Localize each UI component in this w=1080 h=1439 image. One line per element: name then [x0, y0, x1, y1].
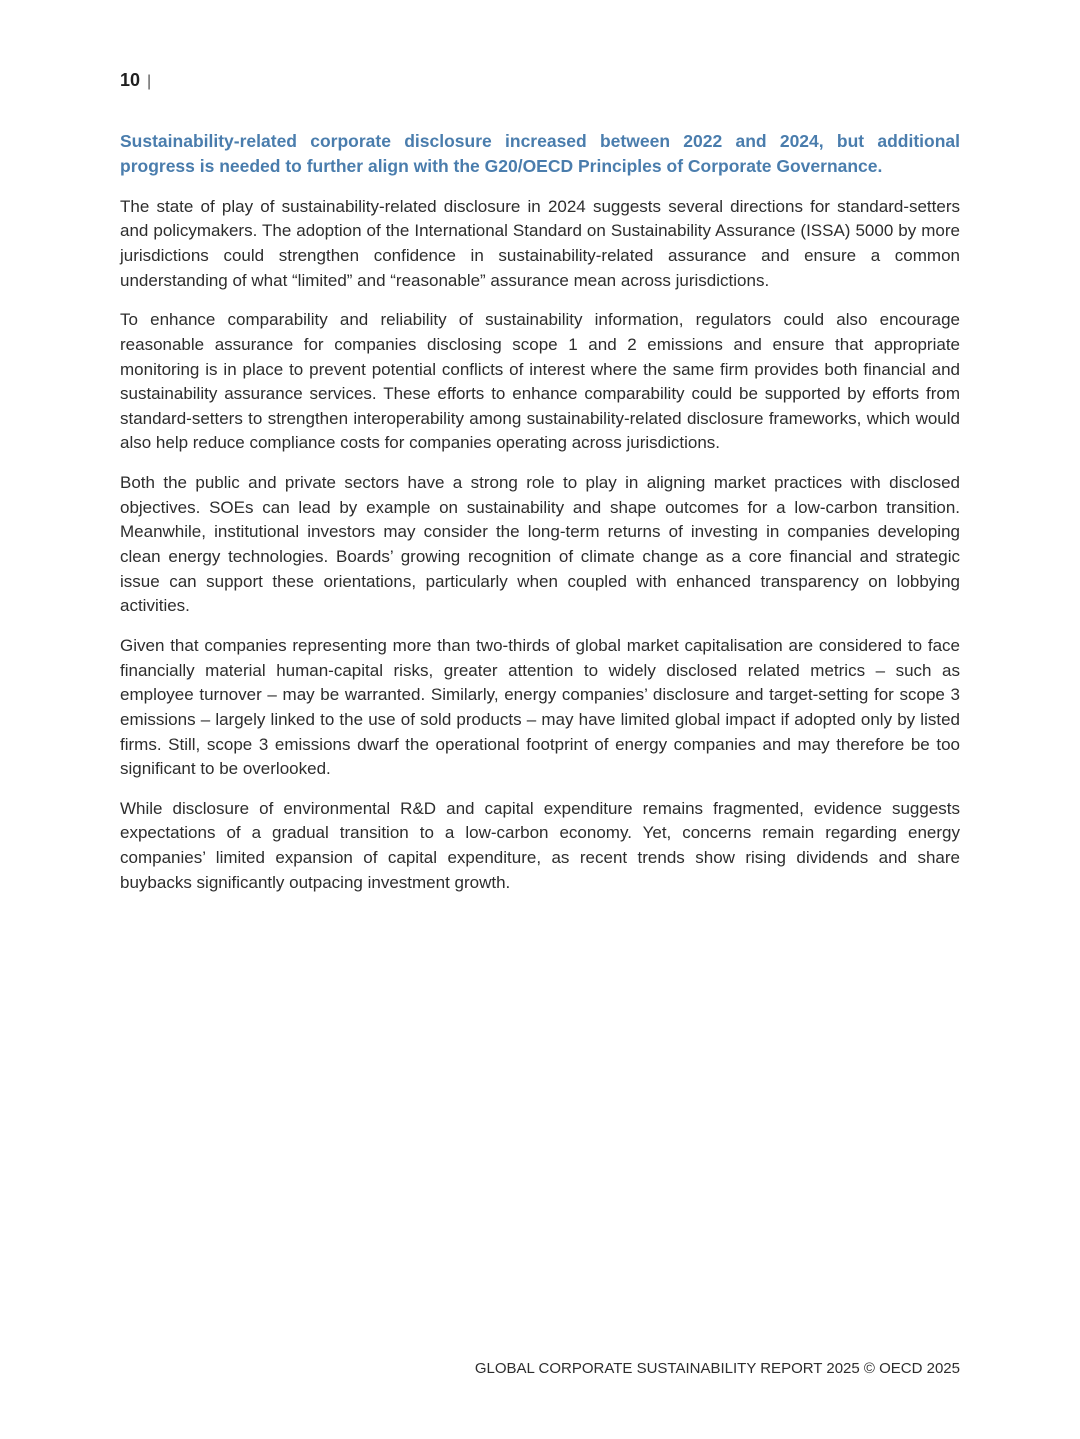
page-header [120, 70, 960, 91]
paragraph-3: Both the public and private sectors have a strong role to play in aligning market practices with disclosed objectives. SOEs can lead by example on sustainability and shape outcomes for a low-carbon transition. Meanwhile, institutional investors may consider the long-term returns of investing in companies developing clean energy technologies. Boards’ growing recognition of climate change as a core financial and strategic issue can support these orientations, particularly when coupled with enhanced transparency on lobbying activities. [120, 473, 960, 616]
paragraph-1: The state of play of sustainability-related disclosure in 2024 suggests several directions for standard-setters and policymakers. The adoption of the International Standard on Sustainability Assurance (ISSA) 5000 by more jurisdictions could strengthen confidence in sustainability-related assurance and ensure a common understanding of what “limited” and “reasonable” assurance mean across jurisdictions. [120, 196, 960, 290]
page-number: 10 [120, 70, 141, 90]
page-footer [475, 1360, 960, 1377]
page-content [120, 129, 960, 895]
paragraph-4: Given that companies representing more than two-thirds of global market capitalisation are considered to face financially material human-capital risks, greater attention to widely disclosed related metrics – such as employee turnover – may be warranted. Similarly, energy companies’ disclosure and target-setting for scope 3 emissions – largely linked to the use of sold products – may have limited global impact if adopted only by listed firms. Still, scope 3 emissions dwarf the operational footprint of energy companies and may therefore be too significant to be overlooked. [120, 635, 960, 779]
section-heading: Sustainability-related corporate disclosure increased between 2022 and 2024, but additional progress is needed to further align with the G20/OECD Principles of Corporate Governance. [120, 131, 960, 176]
paragraph-2: To enhance comparability and reliability of sustainability information, regulators could also encourage reasonable assurance for companies disclosing scope 1 and 2 emissions and ensure that appropriate monitoring is in place to prevent potential conflicts of interest where the same firm provides both financial and sustainability assurance services. These efforts to enhance comparability could be supported by efforts from standard-setters to strengthen interoperability among sustainability-related disclosure frameworks, which would also help reduce compliance costs for companies operating across jurisdictions. [120, 310, 960, 453]
page-number-divider: | [147, 73, 152, 90]
footer-text: GLOBAL CORPORATE SUSTAINABILITY REPORT 2025 © OECD 2025 [474, 1360, 960, 1377]
paragraph-5: While disclosure of environmental R&D and capital expenditure remains fragmented, evidence suggests expectations of a gradual transition to a low-carbon economy. Yet, concerns remain regarding energy companies’ limited expansion of capital expenditure, as recent trends show rising dividends and share buybacks significantly outpacing investment growth. [120, 798, 960, 892]
